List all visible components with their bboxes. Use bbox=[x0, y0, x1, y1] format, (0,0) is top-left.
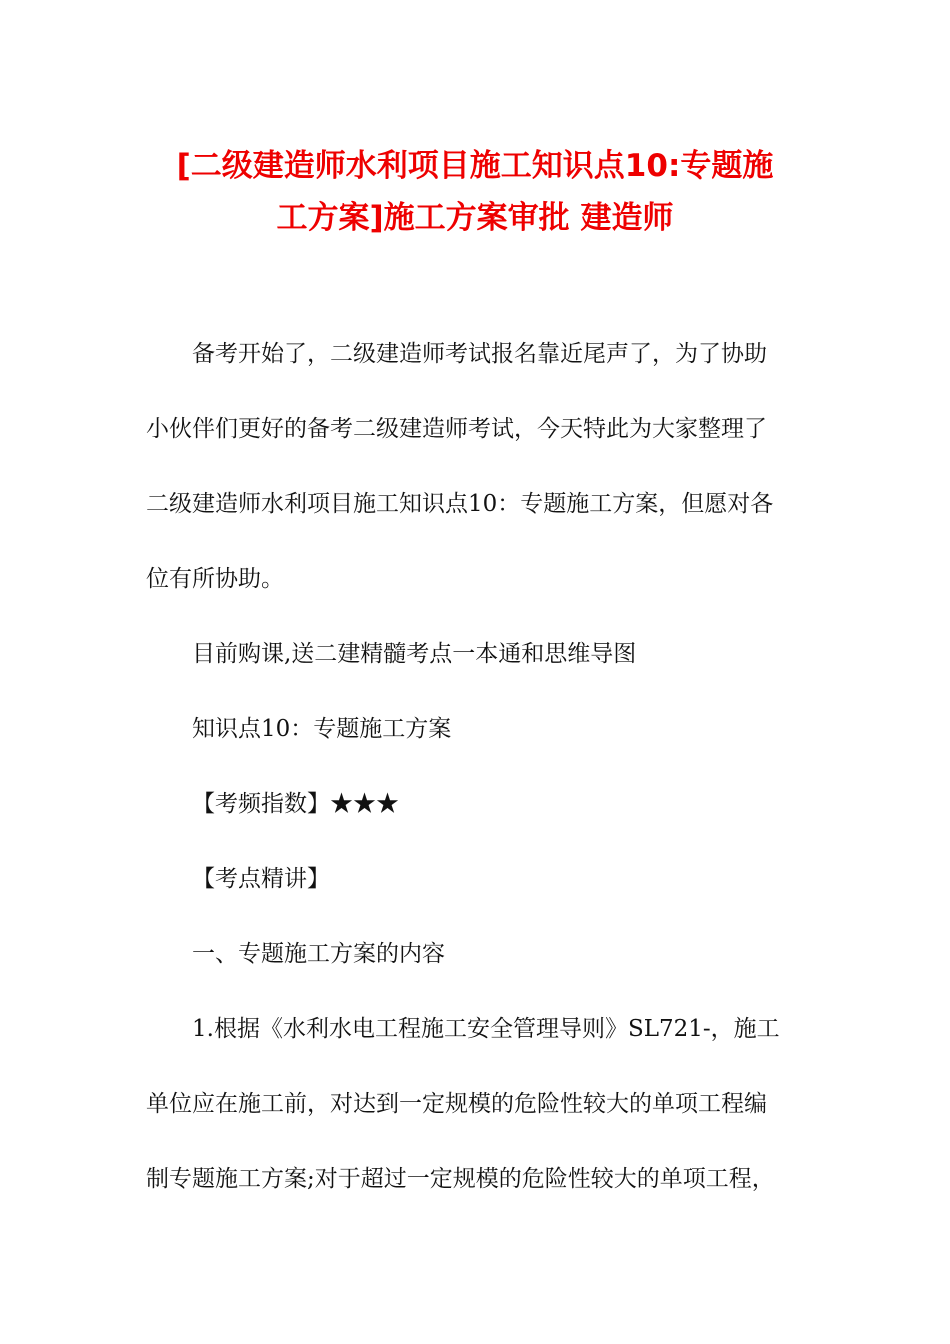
item1-line-2: 单位应在施工前，对达到一定规模的危险性较大的单项工程编 bbox=[146, 1091, 767, 1117]
explanation-label: 【考点精讲】 bbox=[192, 866, 330, 892]
intro-line-3: 二级建造师水利项目施工知识点10：专题施工方案，但愿对各 bbox=[146, 491, 774, 517]
intro-line-2: 小伙伴们更好的备考二级建造师考试，今天特此为大家整理了 bbox=[146, 416, 767, 442]
item1-line-3: 制专题施工方案;对于超过一定规模的危险性较大的单项工程， bbox=[146, 1166, 775, 1192]
title-line-2: 工方案]施工方案审批 建造师 bbox=[276, 200, 674, 236]
document-title bbox=[120, 140, 830, 244]
promo-text: 目前购课,送二建精髓考点一本通和思维导图 bbox=[192, 641, 637, 667]
title-line-1: [二级建造师水利项目施工知识点10:专题施 bbox=[176, 148, 774, 184]
intro-line-4: 位有所协助。 bbox=[146, 566, 284, 592]
section-heading: 一、专题施工方案的内容 bbox=[192, 941, 445, 967]
knowledge-point-heading: 知识点10：专题施工方案 bbox=[192, 716, 452, 742]
frequency-label: 【考频指数】★★★ bbox=[192, 791, 399, 817]
intro-line-1: 备考开始了，二级建造师考试报名靠近尾声了，为了协助 bbox=[192, 341, 767, 367]
item1-line-1: 1.根据《水利水电工程施工安全管理导则》SL721-，施工 bbox=[192, 1016, 780, 1042]
